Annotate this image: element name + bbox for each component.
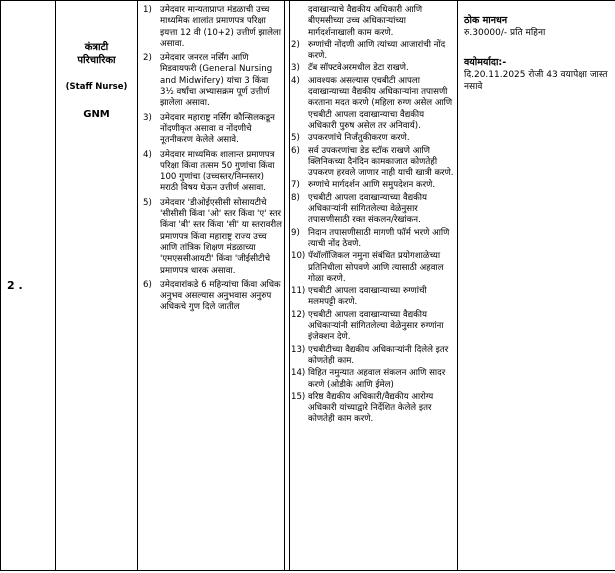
list-item-number: 6) bbox=[143, 279, 152, 290]
list-item bbox=[291, 251, 455, 285]
serial-cell bbox=[1, 1, 56, 571]
list-item-number: 4) bbox=[291, 75, 300, 86]
list-item-number: 2) bbox=[291, 39, 300, 50]
list-item bbox=[291, 75, 455, 132]
list-item-number: 11) bbox=[291, 286, 306, 297]
list-item bbox=[143, 197, 282, 277]
serial-number: 2 . bbox=[7, 279, 23, 292]
list-item-number: 5) bbox=[143, 197, 152, 208]
list-item-text: रुग्णांचे मार्गदर्शन आणि समुपदेशन करणे. bbox=[308, 180, 436, 191]
list-item-text: उमेदवार मान्यताप्राप्त मंडळाची उच्च माध्यमिक शालांत प्रमाणपत्र परिक्षा इयत्ता 12 वी (10+2) उत्तीर्ण झालेला असावा. bbox=[160, 5, 281, 49]
list-item-text: एचबीटी आपला दवाखान्याच्या रुग्णांची मलमपट्टी करणे. bbox=[308, 286, 427, 308]
list-item bbox=[291, 133, 455, 144]
list-item-text: वरिष्ठ वैद्यकीय अधिकारी/वैद्यकीय आरोग्य अधिकारी यांच्याद्वारे निर्देशित केलेले इतर कोणतेही काम करणे. bbox=[308, 391, 434, 425]
list-item-number: 3) bbox=[143, 112, 152, 123]
list-item-number: 2) bbox=[143, 53, 152, 64]
list-item-text: उमेदवार महाराष्ट्र नर्सिंग कौन्सिलकडून नोंदणीकृत असावा व नोंदणीचे नूतनीकरण केलेले असावे. bbox=[160, 112, 275, 146]
list-item bbox=[291, 180, 455, 191]
list-item bbox=[291, 227, 455, 251]
duties-cell bbox=[290, 1, 458, 571]
list-item-number: 15) bbox=[291, 391, 306, 402]
age-limit-value: दि.20.11.2025 रोजी 43 वयापेक्षा जास्त नसावे bbox=[464, 70, 608, 92]
list-item-text: उमेदवार 'डीओईएसीसी सोसायटीचे 'सीसीसी किंवा 'ओ' स्तर किंवा 'ए' स्तर किंवा 'बी' स्तर किंवा 'सी' या स्तरावरील प्रमाणपत्र किंवा महाराष्ट्र राज्य उच्च आणि तांत्रिक शिक्षण मंडळाच्या 'एमएससीआयटी' किंवा 'जीईसीटीचे प्रमाणपत्र धारक असावा. bbox=[160, 197, 282, 276]
list-item-text: विहित नमुन्यात अहवाल संकलन आणि सादर करणे (ओडीके आणि ईमेल) bbox=[308, 368, 446, 390]
list-item bbox=[143, 149, 282, 195]
list-item bbox=[291, 286, 455, 309]
list-item-number: 4) bbox=[143, 149, 152, 160]
post-title-line2: परिचारिका bbox=[77, 55, 116, 66]
qualification-cell bbox=[138, 1, 285, 571]
list-item-text: टॅब सॉफ्टवेअरमधील डेटा राखणे. bbox=[308, 63, 409, 74]
table-row bbox=[1, 1, 615, 571]
list-item bbox=[291, 344, 455, 368]
post-cell bbox=[56, 1, 138, 571]
list-item bbox=[291, 63, 455, 74]
list-item bbox=[291, 391, 455, 426]
list-item bbox=[143, 112, 282, 147]
post-code: GNM bbox=[83, 109, 110, 120]
list-item bbox=[308, 5, 455, 39]
list-item-text: आवश्यक असल्यास एचबीटी आपला दवाखान्याच्या वैद्यकीय अधिकाऱ्यांना तपासणी करताना मदत करणे (महिला रुग्ण असेल आणि एचबीटी आपला दवाखान्याचा वैद्यकीय अधिकारी पुरुष असेल तर अनिवार्य). bbox=[308, 75, 453, 131]
list-item-number: 8) bbox=[291, 192, 300, 203]
duties-list bbox=[290, 1, 457, 426]
post-name bbox=[56, 1, 137, 121]
qualification-list bbox=[138, 1, 284, 314]
list-item-number: 13) bbox=[291, 344, 306, 355]
list-item-number: 10) bbox=[291, 251, 306, 262]
list-item-text: एचबीटी आपला दवाखान्याच्या वैद्यकीय अधिकाऱ्यांनी सांगितलेल्या वेळेनुसार रुग्णांना इंजेक्शन देणे. bbox=[308, 309, 444, 343]
age-limit-label: वयोमर्यादा:- bbox=[464, 57, 507, 68]
pay-details bbox=[458, 1, 615, 93]
list-item bbox=[143, 53, 282, 109]
post-title-english: (Staff Nurse) bbox=[65, 82, 128, 92]
list-item-text: उमेदवार माध्यमिक शालान्त प्रमाणपत्र परिक्षा किंवा तत्सम 50 गुणांचा किंवा 100 गुणांचा (उच्चस्तर/निम्नस्तर) मराठी विषय घेऊन उत्तीर्ण असावा. bbox=[160, 149, 275, 194]
list-item bbox=[291, 39, 455, 63]
pay-cell bbox=[458, 1, 615, 571]
list-item bbox=[143, 5, 282, 50]
fixed-pay-value: रु.30000/- प्रति महिना bbox=[464, 28, 546, 38]
list-item-number: 6) bbox=[291, 145, 300, 156]
list-item-text: उमेदवार जनरल नर्सिंग आणि मिडवायफरी (General Nursing and Midwifery) यांचा 3 किंवा 3½ वर्षांचा अभ्यासक्रम पूर्ण उत्तीर्ण झालेला असावा. bbox=[160, 53, 273, 109]
list-item-text: सर्व उपकरणांचा डेड स्टॉक राखणे आणि क्लिनिकच्या दैनंदिन कामकाजात कोणतेही उपकरण हरवले जाणार नाही याची खात्री करणे. bbox=[308, 145, 454, 179]
list-item-text: पॅथॉलॉजिकल नमुना संबंधित प्रयोगशाळेच्या प्रतिनिधीला सोपवणे आणि त्यासाठी अहवाल गोळा करणे. bbox=[308, 251, 444, 284]
list-item-text: दवाखान्याचे वैद्यकीय अधिकारी आणि बीएमसीच्या उच्च अधिकाऱ्यांच्या मार्गदर्शनाखाली काम करणे. bbox=[308, 5, 423, 38]
list-item-text: निदान तपासणीसाठी मागणी फॉर्म भरणे आणि त्याची नोंद ठेवणे. bbox=[308, 227, 450, 249]
list-item-text: रुग्णांची नोंदणी आणि त्यांच्या आजारांची नोंद करणे. bbox=[308, 39, 446, 62]
list-item bbox=[291, 368, 455, 391]
list-item bbox=[291, 145, 455, 180]
post-title-line1: कंत्राटी bbox=[84, 42, 109, 53]
list-item bbox=[291, 309, 455, 344]
fixed-pay-label: ठोक मानधन bbox=[464, 15, 508, 26]
list-item-text: एचबीटी आपला दवाखान्याच्या वैद्यकीय अधिकाऱ्यांनी सांगितलेल्या वेळेनुसार तपासणीसाठी रक्त संकलन/रेखांकन. bbox=[308, 192, 427, 226]
list-item-text: उपकरणांचे निर्जंतुकीकरण करणे. bbox=[308, 133, 410, 144]
list-item-text: उमेदवारांकडे 6 महिन्यांचा किंवा अधिक अनुभव असल्यास अनुभवास अनुरुप अधिकचे गुण दिले जातील bbox=[160, 279, 281, 313]
list-item-text: एचबीटीच्या वैद्यकीय अधिकाऱ्यांनी दिलेले इतर कोणतेही काम. bbox=[308, 344, 449, 366]
list-item bbox=[143, 279, 282, 314]
list-item-number: 5) bbox=[291, 133, 300, 144]
list-item-number: 14) bbox=[291, 368, 306, 379]
list-item-number: 7) bbox=[291, 180, 300, 191]
list-item-number: 9) bbox=[291, 227, 300, 238]
list-item bbox=[291, 192, 455, 227]
list-item-number: 3) bbox=[291, 63, 300, 74]
list-item-number: 12) bbox=[291, 309, 306, 320]
list-item-number: 1) bbox=[143, 5, 152, 15]
